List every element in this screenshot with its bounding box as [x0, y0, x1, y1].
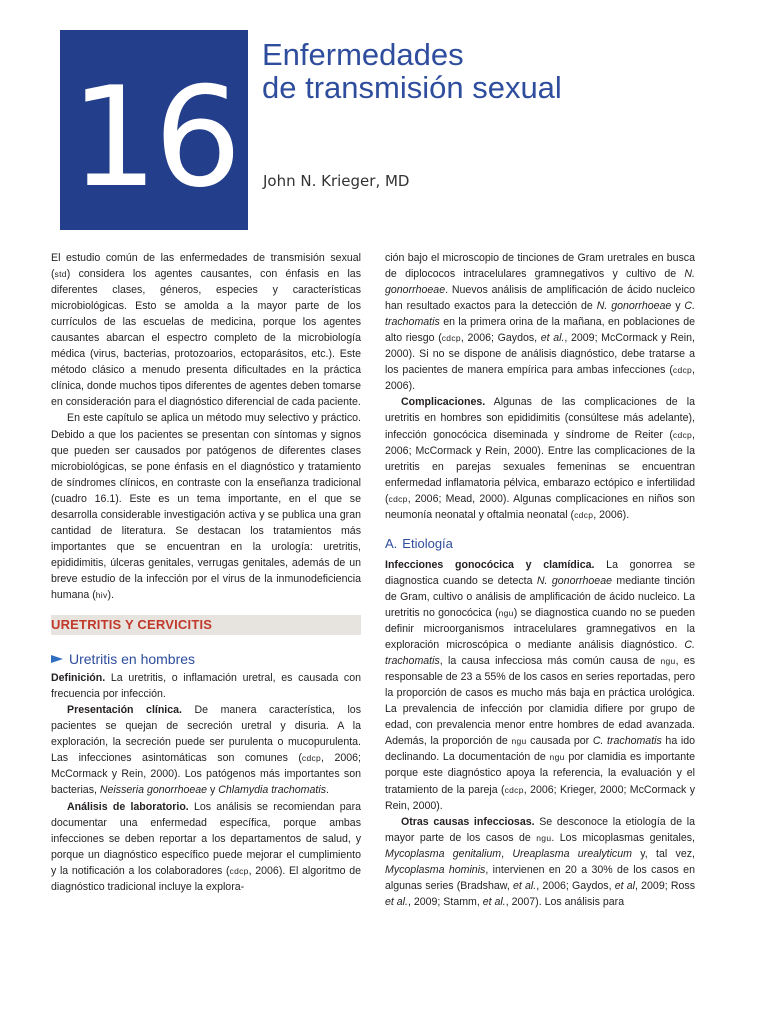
subsection-heading: Uretritis en hombres: [51, 651, 361, 667]
etiology-heading: A. Etiología: [385, 535, 453, 551]
triangle-bullet-icon: [51, 655, 63, 663]
chapter-number-box: [60, 30, 248, 230]
left-column: [51, 250, 361, 895]
gonococcal-chlamydial-paragraph: Infecciones gonocócica y clamídica. La gonorrea se diagnostica cuando se detecta N. gonorrhoeae mediante tinción de Gram, cultivo o análisis de amplificación de ácido nucleico. La uretritis no gonocócica (ngu) se diagnostica cuando no se pueden definir microorganismos intracelulares gramnegativos en la exploración microscópica o mediante análisis diagnóstico. C. trachomatis, la causa infecciosa más común causa de ngu, es responsable de 23 a 55% de los casos en series reportadas, pero la proporción de casos es mucho más baja en práctica urológica. La prevalencia de infección por clamidia difiere por grupo de edad, con prevalencia menor entre hombres de edad avanzada. Además, la proporción de ngu causada por C. trachomatis ha ido declinando. La documentación de ngu por clamidia es importante porque este diagnóstico apoya la referencia, la evaluación y el tratamiento de la pareja (cdcp, 2006; Krieger, 2000; McCormack y Rein, 2000).: [385, 558, 695, 812]
lab-analysis-paragraph: Análisis de laboratorio. Los análisis se recomiendan para documentar una enfermedad específica, porque ambas infecciones se deben reportar a los departamentos de salud, y porque un diagnóstico específico puede mejorar el cumplimiento y la notificación a los colaboradores (cdcp, 2006). El algoritmo de diagnóstico tradicional incluye la explora-: [51, 800, 361, 893]
definition-paragraph: Definición. La uretritis, o inflamación uretral, es causada con frecuencia por infección.: [51, 672, 361, 701]
right-column: [385, 250, 695, 910]
clinical-presentation-paragraph: Presentación clínica. De manera característica, los pacientes se quejan de secreción uretral y disuria. A la exploración, la secreción puede ser purulenta o mucopurulenta. Las infecciones asintomáticas son comunes (cdcp, 2006; McCormack y Rein, 2000). Los patógenos más importantes son bacterias, Neisseria gonorrhoeae y Chlamydia trachomatis.: [51, 704, 361, 797]
lab-analysis-continued-paragraph: ción bajo el microscopio de tinciones de Gram uretrales en busca de diplococos intracelulares gramnegativos y cultivo de N. gonorrhoeae. Nuevos análisis de amplificación de ácido nucleico han resultado exactos para la detección de N. gonorrhoeae y C. trachomatis en la primera orina de la mañana, en poblaciones de alto riesgo (cdcp, 2006; Gaydos, et al., 2009; McCormack y Rein, 2000). Si no se dispone de análisis diagnóstico, debe tratarse a los pacientes de manera empírica para ambas infecciones (cdcp, 2006).: [385, 252, 696, 393]
other-causes-paragraph: Otras causas infecciosas. Se desconoce la etiología de la mayor parte de los casos de ngu. Los micoplasmas genitales, Mycoplasma genitalium, Ureaplasma urealyticum y, tal vez, Mycoplasma hominis, intervienen en 20 a 30% de los casos en algunas series (Bradshaw, et al., 2006; Gaydos, et al, 2009; Ross et al., 2009; Stamm, et al., 2007). Los análisis para: [385, 815, 695, 908]
section-heading: URETRITIS Y CERVICITIS: [51, 615, 361, 635]
chapter-title-line-2: de transmisión sexual: [262, 70, 562, 105]
chapter-title-line-1: Enfermedades: [262, 37, 464, 72]
complications-paragraph: Complicaciones. Algunas de las complicaciones de la uretritis en hombres son epididimitis (consúltese más adelante), infección gonocócica diseminada y síndrome de Reiter (cdcp, 2006; McCormack y Rein, 2000). Entre las complicaciones de la uretritis en parejas sexuales femeninas se encuentran enfermedad inflamatoria pélvica, embarazo ectópico e infertilidad (cdcp, 2006; Mead, 2000). Algunas complicaciones en niños son neumonía neonatal y oftalmia neonatal (cdcp, 2006).: [385, 396, 695, 521]
chapter-title: [262, 38, 562, 104]
intro-paragraph-1: El estudio común de las enfermedades de transmisión sexual (std) considera los agentes causantes, con énfasis en las diferentes clases, géneros, especies y características microbiológicas. Esto se amolda a la mayor parte de los currículos de las escuelas de medicina, porque los agentes causantes abarcan el espectro completo de la microbiología médica (virus, bacterias, protozoarios, ectoparásitos, etc.). Este método clásico a menudo presenta dificultades en la práctica clínica, donde muchos tipos diferentes de agentes deben tomarse en consideración para el diagnóstico diferencial de cada paciente.: [51, 252, 361, 409]
chapter-number: 16: [70, 57, 238, 218]
chapter-author: John N. Krieger, MD: [263, 172, 410, 190]
intro-paragraph-2: En este capítulo se aplica un método muy selectivo y práctico. Debido a que los pacientes se presentan con síntomas y signos que pueden ser causados por patógenos de diferentes clases microbiológicas, se pone énfasis en el diagnóstico y tratamiento de síndromes clínicos, en contraste con la enseñanza tradicional (cuadro 16.1). Este es un tema importante, en el que se desarrolla considerable investigación activa y se publica una gran cantidad de literatura. Se destacan los tratamientos más importantes que se encuentran en la urología: uretritis, epididimitis, úlceras genitales, verrugas genitales, además de un breve estudio de la infección por el virus de la inmunodeficiencia humana (hiv).: [51, 412, 361, 601]
